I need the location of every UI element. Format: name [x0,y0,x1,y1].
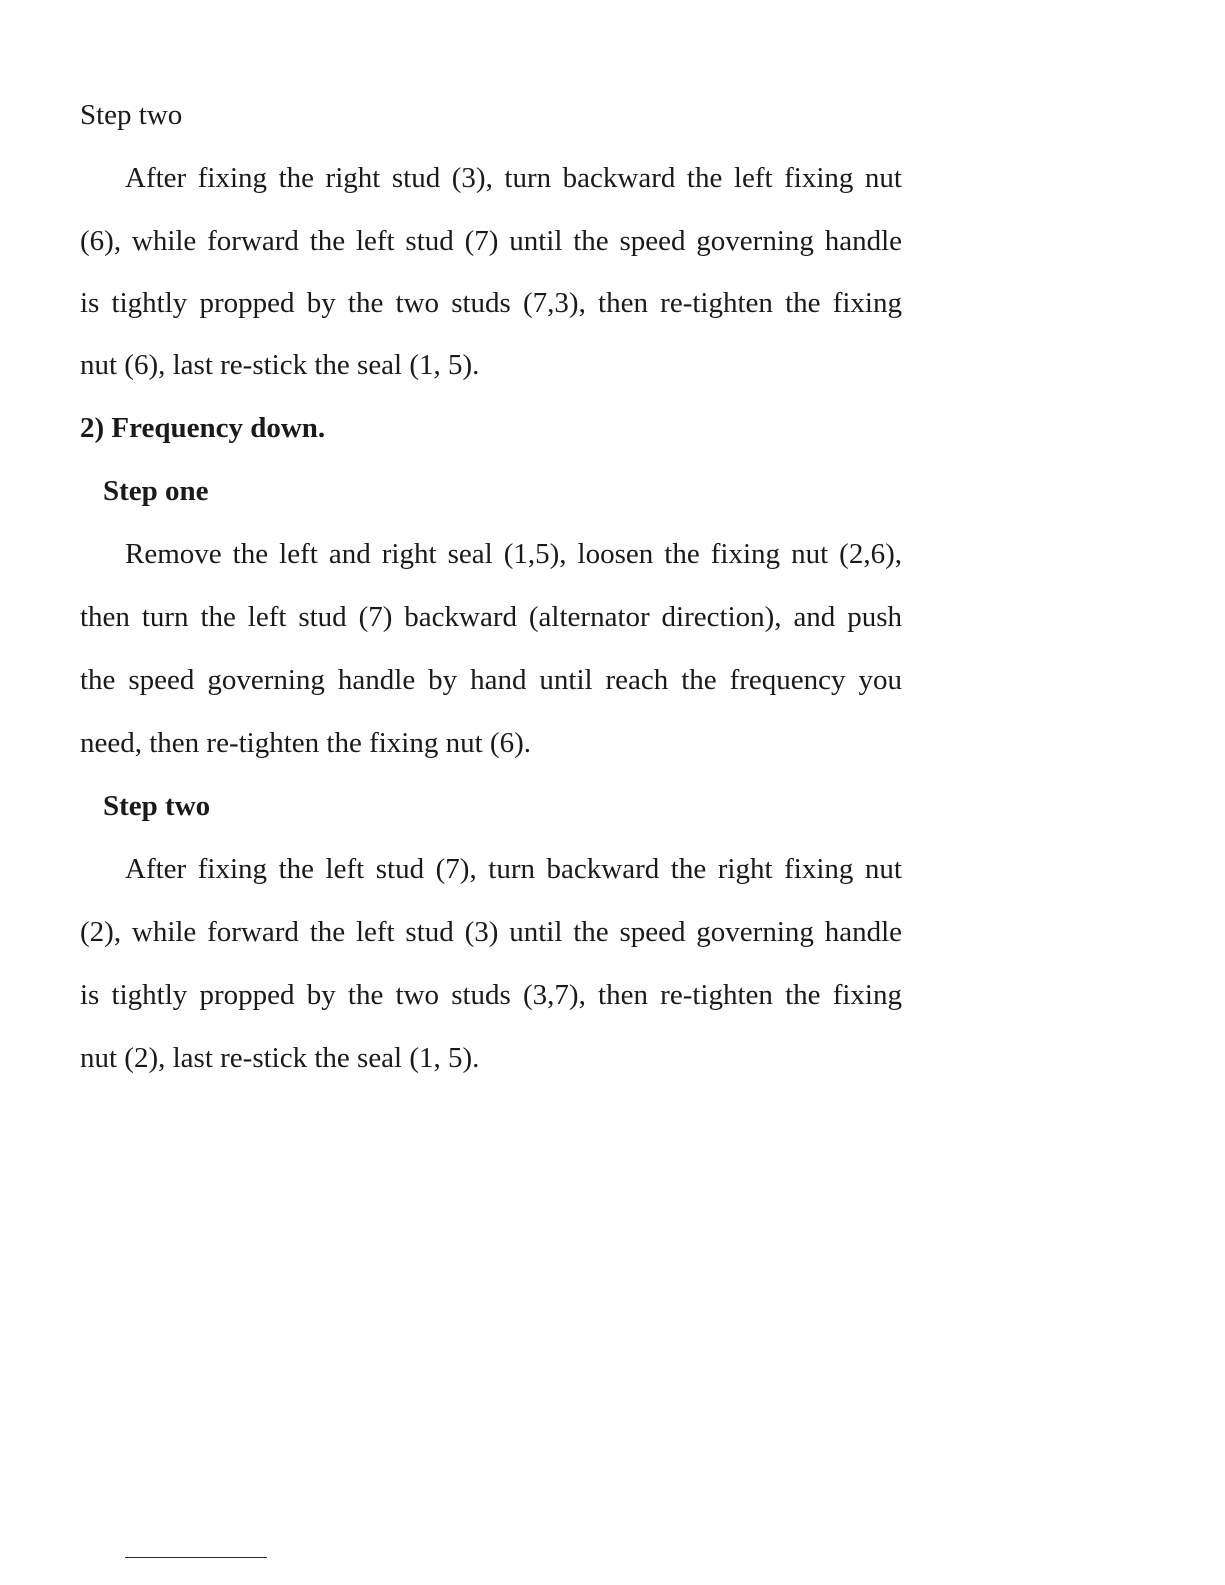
paragraph-line: After fixing the right stud (3), turn backward the left fixing nut [125,162,902,194]
paragraph-line: is tightly propped by the two studs (7,3), then re-tighten the fixing [80,287,902,319]
paragraph-line: then turn the left stud (7) backward (alternator direction), and push [80,601,902,633]
step-one-heading: Step one [103,475,209,507]
step-two-bold-heading: Step two [103,790,211,822]
frequency-down-heading: 2) Frequency down. [80,412,326,444]
paragraph-line: (2), while forward the left stud (3) until the speed governing handle [80,916,902,948]
paragraph-line: After fixing the left stud (7), turn backward the right fixing nut [125,853,902,885]
paragraph-line: the speed governing handle by hand until reach the frequency you [80,664,902,696]
footnote-divider [125,1557,267,1558]
paragraph-line: need, then re-tighten the fixing nut (6). [80,727,531,759]
paragraph-line: (6), while forward the left stud (7) until the speed governing handle [80,225,902,257]
paragraph-line: is tightly propped by the two studs (3,7), then re-tighten the fixing [80,979,902,1011]
paragraph-line: nut (6), last re-stick the seal (1, 5). [80,349,480,381]
step-two-heading: Step two [80,99,183,131]
paragraph-line: Remove the left and right seal (1,5), loosen the fixing nut (2,6), [125,538,902,570]
paragraph-line: nut (2), last re-stick the seal (1, 5). [80,1042,480,1074]
